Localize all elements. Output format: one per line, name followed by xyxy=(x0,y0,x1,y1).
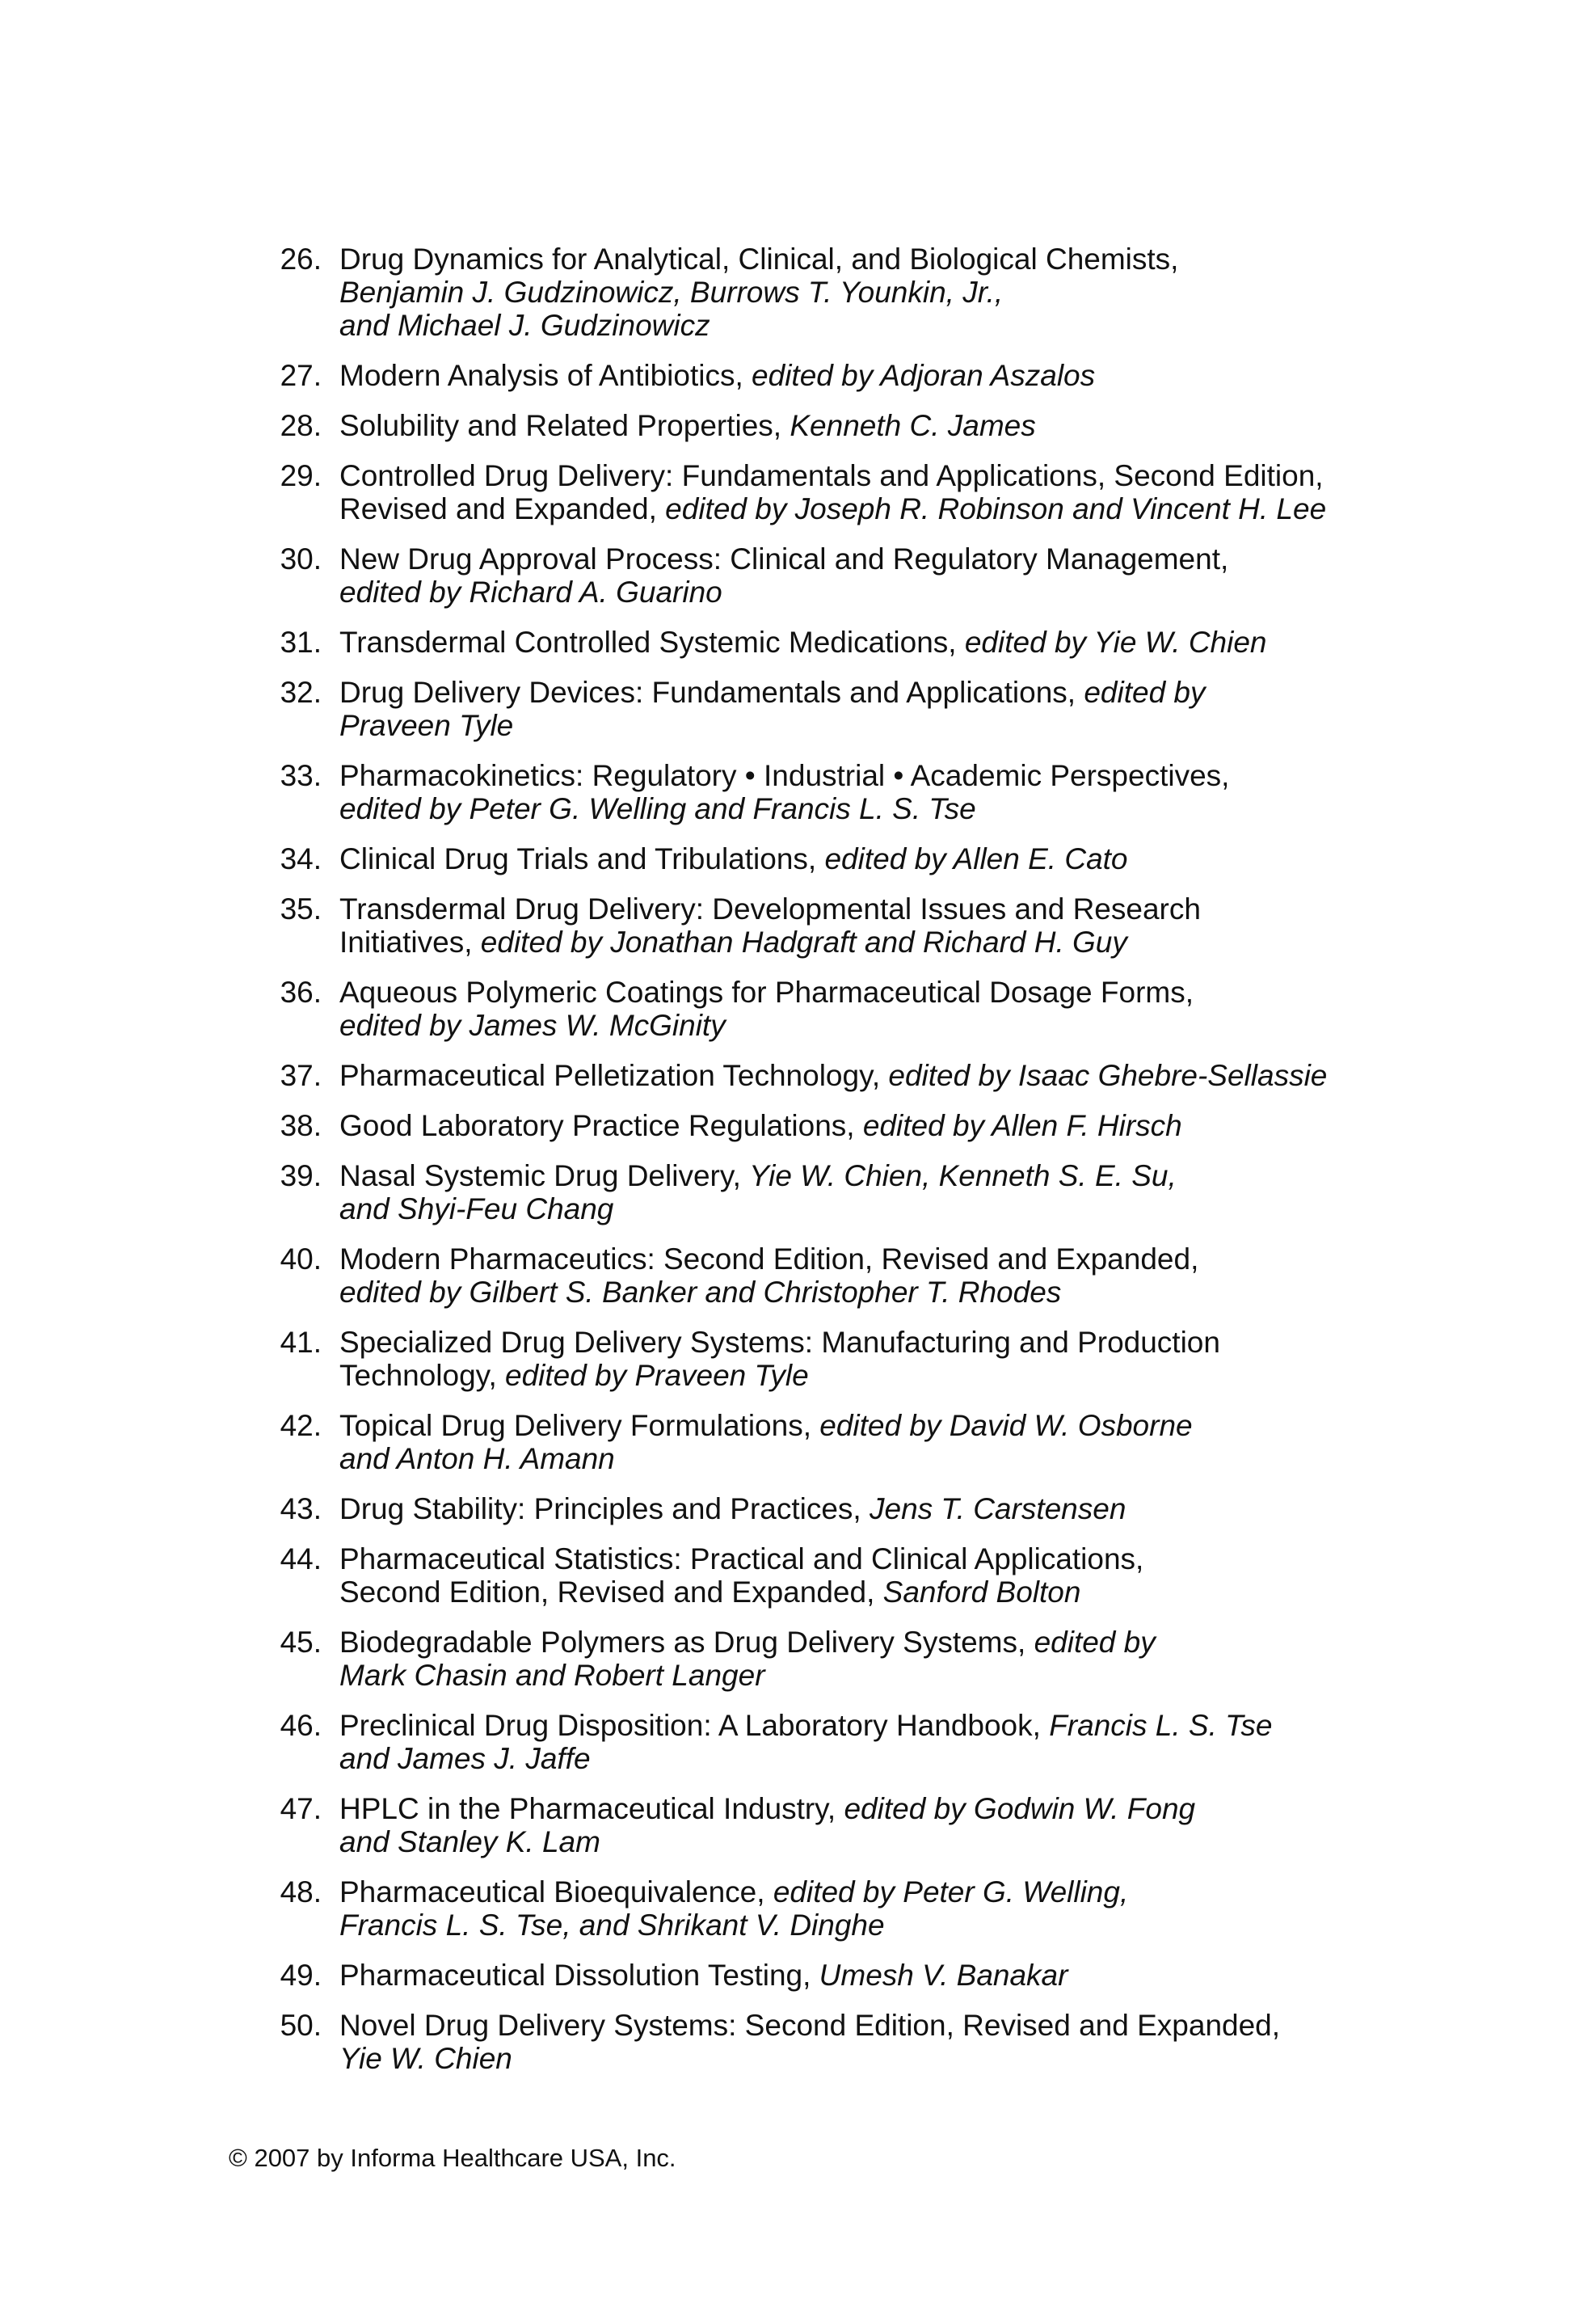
entry-number: 33. xyxy=(280,759,322,792)
entry-text xyxy=(339,759,1387,825)
entry-number: 31. xyxy=(280,626,322,659)
series-entry xyxy=(272,976,1387,1042)
entry-author-text: edited by Godwin W. Fong xyxy=(844,1792,1196,1825)
entry-number: 46. xyxy=(280,1709,322,1742)
entry-author-text: edited by Yie W. Chien xyxy=(964,626,1267,659)
entry-author-text: Praveen Tyle xyxy=(339,709,514,742)
entry-title-text: Specialized Drug Delivery Systems: Manufacturing and Production xyxy=(339,1326,1220,1359)
entry-author-text: edited by Peter G. Welling, xyxy=(773,1875,1129,1909)
entry-number: 28. xyxy=(280,409,322,442)
series-entry xyxy=(272,1326,1387,1392)
entry-line xyxy=(339,1059,1387,1092)
series-entry xyxy=(272,1409,1387,1475)
entry-text xyxy=(339,1409,1387,1475)
entry-author-text: Yie W. Chien, Kenneth S. E. Su, xyxy=(749,1159,1177,1192)
entry-number: 49. xyxy=(280,1959,322,1992)
entry-text xyxy=(339,359,1387,392)
entry-line xyxy=(339,309,1387,342)
entry-number: 26. xyxy=(280,243,322,276)
entry-line xyxy=(339,709,1387,742)
series-entry xyxy=(272,842,1387,875)
entry-line xyxy=(339,1542,1387,1575)
series-entry xyxy=(272,409,1387,442)
entry-line xyxy=(339,1959,1387,1992)
entry-text xyxy=(339,842,1387,875)
entry-line xyxy=(339,1326,1387,1359)
entry-title-text: Drug Stability: Principles and Practices, xyxy=(339,1492,870,1525)
entry-title-text: Pharmaceutical Statistics: Practical and Clinical Applications, xyxy=(339,1542,1144,1575)
entry-line xyxy=(339,492,1387,525)
entry-line xyxy=(339,1276,1387,1309)
entry-line xyxy=(339,1109,1387,1142)
entry-author-text: edited by Joseph R. Robinson and Vincent H. Lee xyxy=(665,492,1327,525)
entry-line xyxy=(339,842,1387,875)
entry-line xyxy=(339,1159,1387,1192)
entry-line xyxy=(339,1659,1387,1692)
series-entry xyxy=(272,1542,1387,1609)
entry-title-text: Controlled Drug Delivery: Fundamentals and Applications, Second Edition, xyxy=(339,459,1324,492)
copyright-notice: © 2007 by Informa Healthcare USA, Inc. xyxy=(229,2144,676,2172)
entry-title-text: Drug Delivery Devices: Fundamentals and Applications, xyxy=(339,676,1084,709)
series-entry xyxy=(272,2009,1387,2075)
entry-title-text: Aqueous Polymeric Coatings for Pharmaceutical Dosage Forms, xyxy=(339,976,1194,1009)
entry-number: 34. xyxy=(280,842,322,875)
series-entry xyxy=(272,1626,1387,1692)
entry-author-text: edited by xyxy=(1084,676,1206,709)
entry-text xyxy=(339,892,1387,959)
entry-number: 42. xyxy=(280,1409,322,1442)
entry-title-text: Good Laboratory Practice Regulations, xyxy=(339,1109,863,1142)
entry-line xyxy=(339,1192,1387,1225)
entry-number: 50. xyxy=(280,2009,322,2042)
series-entry xyxy=(272,892,1387,959)
entry-author-text: and Stanley K. Lam xyxy=(339,1825,600,1858)
series-entry xyxy=(272,1875,1387,1942)
series-entry xyxy=(272,1709,1387,1775)
entry-line xyxy=(339,1875,1387,1909)
entry-number: 37. xyxy=(280,1059,322,1092)
entry-title-text: Modern Analysis of Antibiotics, xyxy=(339,359,752,392)
entry-number: 36. xyxy=(280,976,322,1009)
entry-number: 41. xyxy=(280,1326,322,1359)
entry-text xyxy=(339,2009,1387,2075)
entry-number: 44. xyxy=(280,1542,322,1575)
entry-text xyxy=(339,676,1387,742)
entry-title-text: Second Edition, Revised and Expanded, xyxy=(339,1575,883,1609)
entry-title-text: Technology, xyxy=(339,1359,505,1392)
entry-text xyxy=(339,243,1387,342)
entry-author-text: edited by Isaac Ghebre-Sellassie xyxy=(888,1059,1328,1092)
entry-author-text: edited by Gilbert S. Banker and Christopher T. Rhodes xyxy=(339,1276,1062,1309)
entry-title-text: Initiatives, xyxy=(339,926,481,959)
entry-title-text: Topical Drug Delivery Formulations, xyxy=(339,1409,820,1442)
entry-title-text: Biodegradable Polymers as Drug Delivery Systems, xyxy=(339,1626,1034,1659)
entry-text xyxy=(339,1626,1387,1692)
entry-title-text: Preclinical Drug Disposition: A Laboratory Handbook, xyxy=(339,1709,1050,1742)
series-entry xyxy=(272,1792,1387,1858)
entry-number: 27. xyxy=(280,359,322,392)
series-entry xyxy=(272,459,1387,525)
entry-number: 40. xyxy=(280,1242,322,1276)
entry-number: 30. xyxy=(280,542,322,576)
entry-number: 48. xyxy=(280,1875,322,1909)
entry-line xyxy=(339,1909,1387,1942)
entry-text xyxy=(339,976,1387,1042)
entry-line xyxy=(339,1242,1387,1276)
entry-line xyxy=(339,243,1387,276)
entry-author-text: edited by Praveen Tyle xyxy=(505,1359,809,1392)
entry-text xyxy=(339,1792,1387,1858)
entry-title-text: Nasal Systemic Drug Delivery, xyxy=(339,1159,750,1192)
entry-text xyxy=(339,626,1387,659)
entry-text xyxy=(339,1159,1387,1225)
entry-text xyxy=(339,1542,1387,1609)
series-entry xyxy=(272,542,1387,609)
entry-line xyxy=(339,459,1387,492)
series-entry xyxy=(272,1242,1387,1309)
entry-line xyxy=(339,409,1387,442)
entry-author-text: edited by Jonathan Hadgraft and Richard H. Guy xyxy=(480,926,1127,959)
entry-text xyxy=(339,1326,1387,1392)
entry-author-text: edited by Allen F. Hirsch xyxy=(862,1109,1182,1142)
entry-line xyxy=(339,1626,1387,1659)
entry-line xyxy=(339,976,1387,1009)
entry-text xyxy=(339,1492,1387,1525)
entry-text xyxy=(339,1959,1387,1992)
entry-number: 45. xyxy=(280,1626,322,1659)
entry-title-text: Pharmaceutical Bioequivalence, xyxy=(339,1875,773,1909)
entry-line xyxy=(339,676,1387,709)
entry-text xyxy=(339,1875,1387,1942)
entry-author-text: edited by Richard A. Guarino xyxy=(339,576,722,609)
entry-number: 32. xyxy=(280,676,322,709)
series-entry xyxy=(272,1159,1387,1225)
entry-title-text: HPLC in the Pharmaceutical Industry, xyxy=(339,1792,844,1825)
series-entry xyxy=(272,676,1387,742)
entry-title-text: Clinical Drug Trials and Tribulations, xyxy=(339,842,825,875)
entry-line xyxy=(339,2009,1387,2042)
entry-line xyxy=(339,576,1387,609)
series-entry xyxy=(272,1109,1387,1142)
entry-author-text: Sanford Bolton xyxy=(882,1575,1081,1609)
entry-author-text: edited by Adjoran Aszalos xyxy=(752,359,1096,392)
entry-author-text: edited by David W. Osborne xyxy=(819,1409,1193,1442)
entry-line xyxy=(339,1792,1387,1825)
entry-line xyxy=(339,792,1387,825)
entry-title-text: Revised and Expanded, xyxy=(339,492,666,525)
series-entry xyxy=(272,1959,1387,1992)
entry-author-text: edited by Peter G. Welling and Francis L. S. Tse xyxy=(339,792,976,825)
entry-author-text: Benjamin J. Gudzinowicz, Burrows T. Younkin, Jr., xyxy=(339,276,1004,309)
entry-line xyxy=(339,1409,1387,1442)
entry-text xyxy=(339,1109,1387,1142)
entry-author-text: and Anton H. Amann xyxy=(339,1442,615,1475)
entry-line xyxy=(339,626,1387,659)
entry-text xyxy=(339,1242,1387,1309)
entry-title-text: Pharmaceutical Dissolution Testing, xyxy=(339,1959,819,1992)
entry-number: 29. xyxy=(280,459,322,492)
entry-line xyxy=(339,1742,1387,1775)
entry-author-text: Francis L. S. Tse xyxy=(1049,1709,1273,1742)
entry-line xyxy=(339,359,1387,392)
entry-line xyxy=(339,926,1387,959)
entry-author-text: Francis L. S. Tse, and Shrikant V. Dinghe xyxy=(339,1909,885,1942)
entry-line xyxy=(339,1575,1387,1609)
entry-author-text: Umesh V. Banakar xyxy=(819,1959,1068,1992)
entry-text xyxy=(339,1059,1387,1092)
series-title-list xyxy=(272,243,1387,2092)
series-entry xyxy=(272,243,1387,342)
entry-title-text: Modern Pharmaceutics: Second Edition, Revised and Expanded, xyxy=(339,1242,1199,1276)
entry-author-text: Mark Chasin and Robert Langer xyxy=(339,1659,765,1692)
entry-line xyxy=(339,1359,1387,1392)
entry-line xyxy=(339,1825,1387,1858)
entry-text xyxy=(339,459,1387,525)
entry-number: 38. xyxy=(280,1109,322,1142)
entry-title-text: Novel Drug Delivery Systems: Second Edition, Revised and Expanded, xyxy=(339,2009,1281,2042)
entry-author-text: Kenneth C. James xyxy=(790,409,1036,442)
entry-line xyxy=(339,892,1387,926)
entry-author-text: and James J. Jaffe xyxy=(339,1742,591,1775)
series-entry xyxy=(272,626,1387,659)
entry-title-text: Transdermal Controlled Systemic Medications, xyxy=(339,626,965,659)
entry-text xyxy=(339,1709,1387,1775)
entry-line xyxy=(339,2042,1387,2075)
entry-line xyxy=(339,276,1387,309)
entry-line xyxy=(339,759,1387,792)
entry-author-text: Jens T. Carstensen xyxy=(870,1492,1126,1525)
entry-number: 35. xyxy=(280,892,322,926)
entry-title-text: Transdermal Drug Delivery: Developmental Issues and Research xyxy=(339,892,1201,926)
series-entry xyxy=(272,759,1387,825)
entry-line xyxy=(339,542,1387,576)
entry-author-text: Yie W. Chien xyxy=(339,2042,512,2075)
entry-title-text: Pharmaceutical Pelletization Technology, xyxy=(339,1059,889,1092)
entry-line xyxy=(339,1709,1387,1742)
entry-line xyxy=(339,1009,1387,1042)
entry-number: 47. xyxy=(280,1792,322,1825)
entry-title-text: Drug Dynamics for Analytical, Clinical, and Biological Chemists, xyxy=(339,243,1179,276)
entry-text xyxy=(339,409,1387,442)
entry-author-text: edited by James W. McGinity xyxy=(339,1009,726,1042)
entry-title-text: Pharmacokinetics: Regulatory • Industrial • Academic Perspectives, xyxy=(339,759,1230,792)
series-entry xyxy=(272,1492,1387,1525)
entry-author-text: and Shyi-Feu Chang xyxy=(339,1192,614,1225)
entry-number: 43. xyxy=(280,1492,322,1525)
entry-title-text: Solubility and Related Properties, xyxy=(339,409,790,442)
series-entry xyxy=(272,359,1387,392)
entry-line xyxy=(339,1442,1387,1475)
entry-text xyxy=(339,542,1387,609)
entry-line xyxy=(339,1492,1387,1525)
entry-number: 39. xyxy=(280,1159,322,1192)
entry-author-text: and Michael J. Gudzinowicz xyxy=(339,309,710,342)
entry-author-text: edited by xyxy=(1034,1626,1156,1659)
entry-author-text: edited by Allen E. Cato xyxy=(824,842,1128,875)
entry-title-text: New Drug Approval Process: Clinical and Regulatory Management, xyxy=(339,542,1229,576)
series-entry xyxy=(272,1059,1387,1092)
